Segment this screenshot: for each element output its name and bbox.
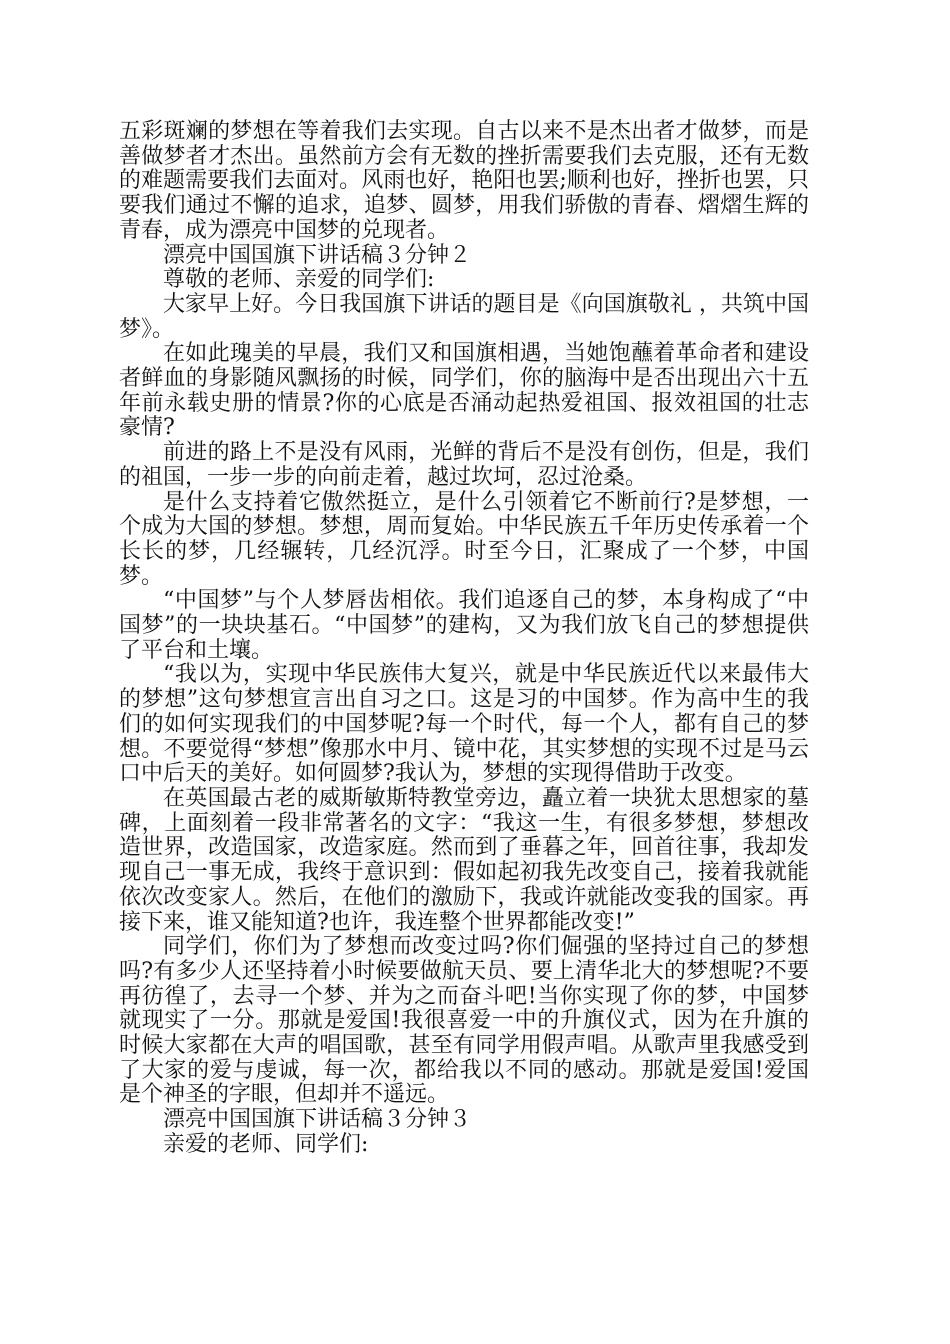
- document-page: [119, 120, 809, 1158]
- speech-title-2: 漂亮中国国旗下讲话稿３分钟２: [163, 242, 472, 268]
- paragraph-road: 前进的路上不是没有风雨，光鲜的背后不是没有创伤，但是，我们的祖国，一步一步的向前走着，越过坎坷，忍过沧桑。: [119, 440, 809, 490]
- paragraph-topic: 大家早上好。今日我国旗下讲话的题目是《向国旗敬礼 ，共筑中国梦》。: [119, 291, 809, 342]
- paragraph-china-dream: “中国梦”与个人梦唇齿相依。我们追逐自己的梦，本身构成了“中国梦”的一块块基石。“中国梦”的建构，又为我们放飞自己的梦想提供了平台和土壤。: [119, 588, 809, 663]
- paragraph-revival: “我以为，实现中华民族伟大复兴，就是中华民族近代以来最伟大的梦想”这句梦想宣言出自习之口。这是习的中国梦。作为高中生的我们的如何实现我们的中国梦呢?每一个时代，每一个人，都有自己的梦想。不要觉得“梦想”像那水中月、镜中花，其实梦想的实现不过是马云口中后天的美好。如何圆梦?我认为，梦想的实现得借助于改变。: [119, 662, 809, 787]
- greeting-3: 亲爱的老师、同学们:: [163, 1131, 369, 1157]
- paragraph-what-supports: 是什么支持着它傲然挺立，是什么引领着它不断前行?是梦想，一个成为大国的梦想。梦想，周而复始。中华民族五千年历史传承着一个长长的梦，几经辗转，几经沉浮。时至今日，汇聚成了一个梦，中国梦。: [119, 489, 809, 589]
- paragraph-morning: 在如此瑰美的早晨，我们又和国旗相遇，当她饱蘸着革命者和建设者鲜血的身影随风飘扬的时候，同学们，你的脑海中是否出现出六十五年前永载史册的情景?你的心底是否涌动起热爱祖国、报效祖国的壮志豪情?: [119, 341, 809, 441]
- paragraph-westminster: 在英国最古老的威斯敏斯特教堂旁边，矗立着一块犹太思想家的墓碑，上面刻着一段非常著名的文字：“我这一生，有很多梦想，梦想改造世界，改造国家，改造家庭。然而到了垂暮之年，回首往事，我却发现自己一事无成，我终于意识到：假如起初我先改变自己，接着我就能依次改变家人。然后，在他们的激励下，我或许就能改变我的国家。再接下来，谁又能知道?也许，我连整个世界都能改变!”: [119, 785, 809, 935]
- paragraph-dream-intro: 五彩斑斓的梦想在等着我们去实现。自古以来不是杰出者才做梦，而是善做梦者才杰出。虽然前方会有无数的挫折需要我们去克服，还有无数的难题需要我们去面对。风雨也好，艳阳也罢;顺利也好，挫折也罢，只要我们通过不懈的追求，追梦、圆梦，用我们骄傲的青春、熠熠生辉的青春，成为漂亮中国梦的兑现者。: [119, 119, 809, 243]
- paragraph-classmates: 同学们，你们为了梦想而改变过吗?你们倔强的坚持过自己的梦想吗?有多少人还坚持着小时候要做航天员、要上清华北大的梦想呢?不要再彷徨了，去寻一个梦、并为之而奋斗吧!当你实现了你的梦，中国梦就现实了一分。那就是爱国!我很喜爱一中的升旗仪式，因为在升旗的时候大家都在大声的唱国歌，甚至有同学用假声唱。从歌声里我感受到了大家的爱与虔诚，每一次，都给我以不同的感动。那就是爱国!爱国是个神圣的字眼，但却并不遥远。: [119, 934, 809, 1108]
- speech-title-3: 漂亮中国国旗下讲话稿３分钟３: [163, 1107, 472, 1133]
- greeting-2: 尊敬的老师、亲爱的同学们:: [163, 267, 435, 293]
